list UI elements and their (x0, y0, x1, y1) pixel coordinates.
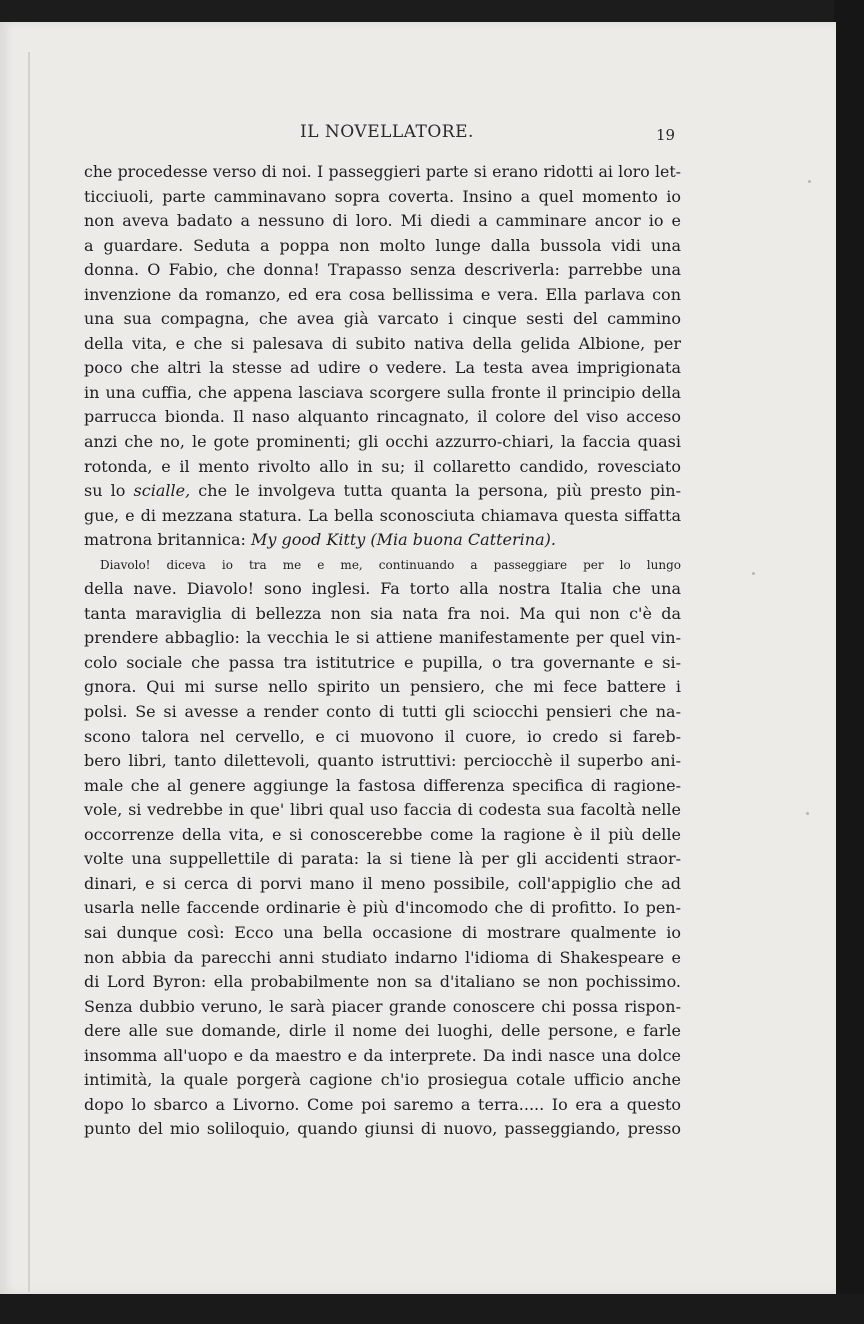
text-line: intimità, la quale porgerà cagione ch'io prosiegua cotale ufficio anche (84, 1070, 681, 1090)
text-line (84, 528, 681, 553)
text-line: gnora. Qui mi surse nello spirito un pensiero, che mi fece battere i (84, 677, 681, 697)
text-line: invenzione da romanzo, ed era cosa bellissima e vera. Ella parlava con (84, 284, 681, 304)
text-line: dinari, e si cerca di porvi mano il meno possibile, coll'appiglio che ad (84, 873, 681, 893)
italic-segment: My good Kitty (Mia buona Catterina). (251, 530, 556, 550)
text-line: donna. O Fabio, che donna! Trapasso senza descriverla: parrebbe una (84, 260, 681, 280)
scan-border-bottom (0, 1294, 864, 1324)
text-segment: su lo (84, 481, 134, 501)
text-line: insomma all'uopo e da maestro e da interprete. Da indi nasce una dolce (84, 1045, 681, 1065)
text-line: che procedesse verso di noi. I passeggieri parte si erano ridotti ai loro let- (84, 162, 681, 181)
scan-speck (808, 180, 811, 183)
text-line: una sua compagna, che avea già varcato i cinque sesti del cammino (84, 309, 681, 329)
body-text (84, 160, 681, 1142)
text-line: dere alle sue domande, dirle il nome dei luoghi, delle persone, e farle (84, 1021, 681, 1041)
text-line: polsi. Se si avesse a render conto di tutti gli sciocchi pensieri che na- (84, 702, 681, 722)
text-line: parrucca bionda. Il naso alquanto rincagnato, il colore del viso acceso (84, 407, 681, 427)
text-line: rotonda, e il mento rivolto allo in su; il collaretto candido, rovesciato (84, 456, 681, 476)
scan-speck (806, 812, 809, 815)
text-line: occorrenze della vita, e si conoscerebbe come la ragione è il più delle (84, 824, 681, 844)
text-line: tanta maraviglia di bellezza non sia nata fra noi. Ma qui non c'è da (84, 603, 681, 623)
text-line: in una cuffia, che appena lasciava scorgere sulla fronte il principio della (84, 382, 681, 402)
text-line: volte una suppellettile di parata: la si tiene là per gli accidenti straor- (84, 849, 681, 869)
text-line: dopo lo sbarco a Livorno. Come poi saremo a terra..... Io era a questo (84, 1094, 681, 1114)
text-line: sai dunque così: Ecco una bella occasione di mostrare qualmente io (84, 922, 681, 942)
text-line: poco che altri la stesse ad udire o vedere. La testa avea imprigionata (84, 358, 681, 378)
text-line: ticciuoli, parte camminavano sopra coverta. Insino a quel momento io (84, 186, 681, 206)
page-gutter-edge (28, 52, 30, 1292)
text-line: scono talora nel cervello, e ci muovono il cuore, io credo si fareb- (84, 726, 681, 746)
text-line: gue, e di mezzana statura. La bella sconosciuta chiamava questa siffatta (84, 505, 681, 525)
text-segment: che le involgeva tutta quanta la persona, più presto pin- (190, 481, 682, 501)
running-head-title: IL NOVELLATORE. (300, 122, 474, 142)
text-line: della nave. Diavolo! sono inglesi. Fa torto alla nostra Italia che una (84, 579, 681, 599)
text-line: usarla nelle faccende ordinarie è più d'incomodo che di profitto. Io pen- (84, 898, 681, 918)
text-line: male che al genere aggiunge la fastosa differenza specifica di ragione- (84, 775, 681, 795)
scan-speck (752, 572, 755, 575)
text-line: punto del mio soliloquio, quando giunsi di nuovo, passeggiando, presso (84, 1119, 681, 1139)
text-line: Diavolo! diceva io tra me e me, continuando a passeggiare per lo lungo (100, 557, 681, 572)
text-line: prendere abbaglio: la vecchia le si attiene manifestamente per quel vin- (84, 628, 681, 648)
text-line: non aveva badato a nessuno di loro. Mi diedi a camminare ancor io e (84, 211, 681, 231)
text-line: a guardare. Seduta a poppa non molto lunge dalla bussola vidi una (84, 235, 681, 255)
text-line (84, 479, 681, 504)
text-line: colo sociale che passa tra istitutrice e pupilla, o tra governante e si- (84, 652, 681, 672)
page-number: 19 (656, 126, 676, 144)
text-line: bero libri, tanto dilettevoli, quanto istruttivi: perciocchè il superbo ani- (84, 751, 681, 771)
running-head (84, 122, 684, 152)
text-line: Senza dubbio veruno, le sarà piacer grande conoscere chi possa rispon- (84, 996, 681, 1016)
text-line: non abbia da parecchi anni studiato indarno l'idioma di Shakespeare e (84, 947, 681, 967)
scan-border-right (834, 0, 864, 1324)
text-line: anzi che no, le gote prominenti; gli occhi azzurro-chiari, la faccia quasi (84, 432, 681, 452)
text-line: della vita, e che si palesava di subito nativa della gelida Albione, per (84, 333, 681, 353)
text-line: vole, si vedrebbe in que' libri qual uso faccia di codesta sua facoltà nelle (84, 800, 681, 820)
text-line: di Lord Byron: ella probabilmente non sa d'italiano se non pochissimo. (84, 972, 681, 992)
italic-segment: scialle, (133, 481, 191, 501)
text-segment: matrona britannica: (84, 530, 252, 550)
